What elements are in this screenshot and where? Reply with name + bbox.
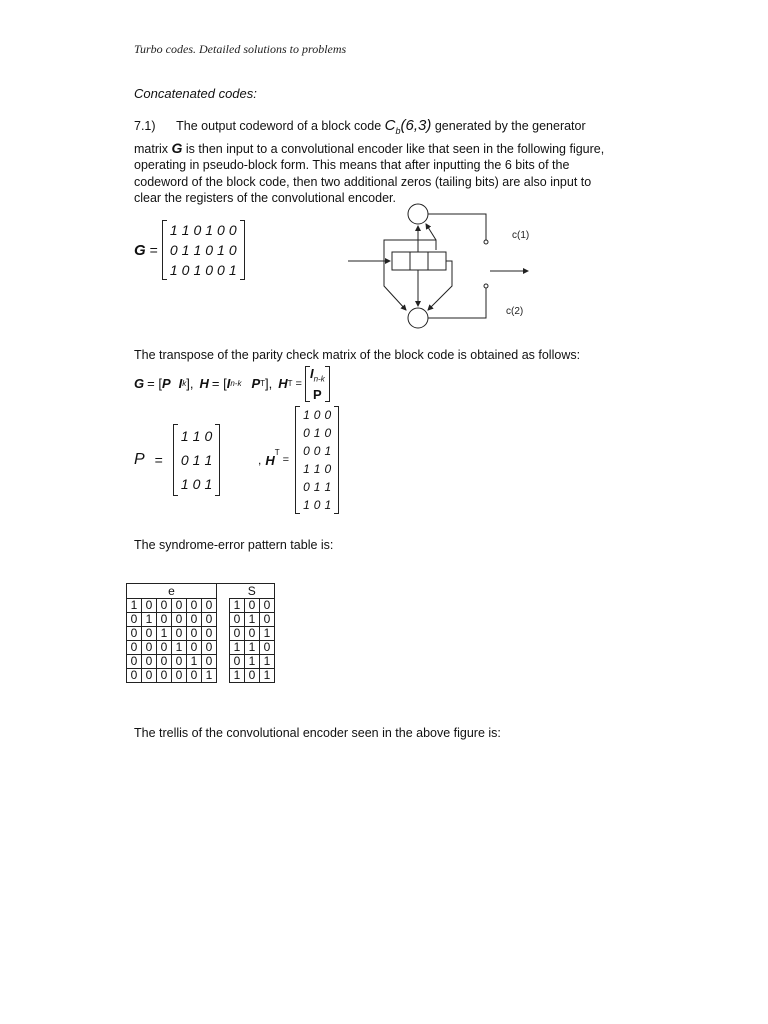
error-bit: 0 xyxy=(202,599,217,613)
matrix-cell: 1 xyxy=(193,262,202,278)
code-symbol: $C_b(6,3)$ xyxy=(384,117,432,136)
syndrome-bit: 0 xyxy=(230,613,245,627)
table-row xyxy=(127,599,275,613)
error-bit: 0 xyxy=(127,655,142,669)
matrix-cell: 1 xyxy=(180,476,189,492)
syndrome-bit: 1 xyxy=(245,655,260,669)
syndrome-bit: 0 xyxy=(260,641,275,655)
matrix-cell: 0 xyxy=(303,426,310,440)
error-bit: 0 xyxy=(172,627,187,641)
error-bit: 0 xyxy=(202,627,217,641)
syndrome-bit: 1 xyxy=(260,669,275,683)
error-bit: 0 xyxy=(202,613,217,627)
matrix-cell: 1 xyxy=(205,222,214,238)
matrix-cell: 0 xyxy=(193,222,202,238)
matrix-cell: 0 xyxy=(180,452,189,468)
running-header: Turbo codes. Detailed solutions to problems xyxy=(134,42,347,56)
section-title: Concatenated codes: xyxy=(134,86,257,101)
error-bit: 0 xyxy=(142,669,157,683)
error-bit: 0 xyxy=(187,613,202,627)
matrix-cell: 1 xyxy=(303,498,310,512)
matrix-cell: 0 xyxy=(303,444,310,458)
syndrome-bit: 0 xyxy=(230,655,245,669)
syndrome-bit: 0 xyxy=(230,627,245,641)
matrix-cell: 1 xyxy=(303,408,310,422)
ht-matrix-label: H xyxy=(265,452,275,468)
matrix-cell: 0 xyxy=(228,222,237,238)
matrix-cell: 1 xyxy=(181,242,190,258)
transpose-text: The transpose of the parity check matrix of the block code is obtained as follows: xyxy=(134,348,581,362)
matrix-row xyxy=(301,424,333,442)
error-bit: 1 xyxy=(157,627,172,641)
ht-matrix-equation: , H $^T$ = 1 0 0 0 1 0 0 0 1 1 1 0 0 1 1 1 0 1 xyxy=(258,406,339,514)
matrix-cell: 0 xyxy=(205,242,214,258)
syndrome-bit: 1 xyxy=(245,641,260,655)
syndrome-bit: 1 xyxy=(230,641,245,655)
syndrome-bit: 0 xyxy=(245,627,260,641)
matrix-cell: 1 xyxy=(313,462,321,476)
matrix-cell: 0 xyxy=(313,498,321,512)
para-text-1: The output codeword of a block code xyxy=(176,119,382,133)
output-label-1: c(1) xyxy=(512,230,530,241)
matrix-cell: 1 xyxy=(303,462,310,476)
matrix-cell: 0 xyxy=(181,262,190,278)
matrix-cell: 1 xyxy=(169,222,178,238)
encoder-figure xyxy=(340,196,540,332)
table-row xyxy=(127,641,275,655)
matrix-row xyxy=(301,478,333,496)
matrix-row xyxy=(168,220,239,240)
matrix-cell: 0 xyxy=(303,480,310,494)
table-row xyxy=(127,655,275,669)
matrix-cell: 1 xyxy=(217,242,225,258)
para-line-4: codeword of the block code, then two additional zeros (tailing bits) are also input to xyxy=(134,174,592,189)
matrix-cell: 0 xyxy=(324,462,332,476)
syndrome-table xyxy=(126,583,275,683)
table-row xyxy=(127,613,275,627)
header-e: e xyxy=(127,584,217,599)
error-bit: 0 xyxy=(187,669,202,683)
matrix-row xyxy=(168,260,239,280)
matrix-row xyxy=(179,472,214,496)
problem-paragraph xyxy=(134,118,634,207)
matrix-cell: 1 xyxy=(313,426,321,440)
error-bit: 0 xyxy=(172,599,187,613)
matrix-cell: 0 xyxy=(204,428,213,444)
para-text-3: matrix xyxy=(134,141,169,156)
matrix-cell: 1 xyxy=(193,242,202,258)
matrix-cell: 0 xyxy=(217,262,225,278)
g-symbol: G xyxy=(171,139,183,156)
error-bit: 0 xyxy=(172,669,187,683)
error-bit: 0 xyxy=(142,655,157,669)
syndrome-bit: 0 xyxy=(260,613,275,627)
matrix-cell: 0 xyxy=(217,222,225,238)
output-label-2: c(2) xyxy=(506,306,524,317)
error-bit: 1 xyxy=(202,669,217,683)
matrix-cell: 0 xyxy=(228,242,237,258)
register-2 xyxy=(410,252,428,270)
p-matrix-equation: P = 1 1 0 0 1 1 1 0 1 xyxy=(134,424,220,496)
error-bit: 0 xyxy=(202,655,217,669)
syndrome-bit: 0 xyxy=(245,669,260,683)
matrix-row xyxy=(301,496,333,514)
error-bit: 1 xyxy=(142,613,157,627)
matrix-cell: 1 xyxy=(324,480,332,494)
matrix-cell: 0 xyxy=(205,262,214,278)
register-1 xyxy=(392,252,410,270)
matrix-row xyxy=(179,448,214,472)
error-bit: 1 xyxy=(172,641,187,655)
para-line-5: clear the registers of the convolutional encoder. xyxy=(134,191,396,205)
ht-block-column: $I_{n-k}$ P xyxy=(305,366,330,402)
matrix-cell: 1 xyxy=(313,480,321,494)
table-row xyxy=(127,669,275,683)
error-bit: 0 xyxy=(187,641,202,655)
error-bit: 0 xyxy=(142,627,157,641)
header-s: S xyxy=(230,584,275,599)
error-bit: 0 xyxy=(202,641,217,655)
g-matrix-equation: G = 1 1 0 1 0 0 0 1 1 0 1 0 1 0 1 0 0 1 xyxy=(134,220,245,280)
matrix-cell: 0 xyxy=(313,408,321,422)
error-bit: 1 xyxy=(187,655,202,669)
syndrome-bit: 1 xyxy=(230,669,245,683)
error-bit: 0 xyxy=(157,641,172,655)
error-bit: 0 xyxy=(187,599,202,613)
syndrome-bit: 1 xyxy=(260,627,275,641)
error-bit: 0 xyxy=(127,627,142,641)
matrix-cell: 1 xyxy=(324,444,332,458)
p-matrix xyxy=(173,424,220,496)
matrix-cell: 0 xyxy=(324,408,332,422)
syndrome-bit: 0 xyxy=(245,599,260,613)
register-3 xyxy=(428,252,446,270)
matrix-cell: 1 xyxy=(192,452,201,468)
g-matrix-label: G xyxy=(134,241,146,259)
error-bit: 0 xyxy=(157,655,172,669)
para-text-2: generated by the generator xyxy=(434,119,586,133)
p-matrix-label: P xyxy=(134,451,145,468)
matrix-cell: 0 xyxy=(192,476,201,492)
error-bit: 0 xyxy=(127,641,142,655)
syndrome-text: The syndrome-error pattern table is: xyxy=(134,538,334,552)
syndrome-bit: 1 xyxy=(230,599,245,613)
error-bit: 0 xyxy=(172,655,187,669)
para-text-4: is then input to a convolutional encoder like that seen in the following figure, xyxy=(185,141,605,156)
matrix-cell: 1 xyxy=(204,476,213,492)
matrix-cell: 1 xyxy=(204,452,213,468)
error-bit: 0 xyxy=(172,613,187,627)
matrix-cell: 1 xyxy=(181,222,190,238)
error-bit: 0 xyxy=(142,599,157,613)
trellis-text: The trellis of the convolutional encoder seen in the above figure is: xyxy=(134,726,501,740)
error-bit: 0 xyxy=(127,613,142,627)
problem-number: 7.1) xyxy=(134,119,156,133)
error-bit: 0 xyxy=(187,627,202,641)
matrix-cell: 1 xyxy=(324,498,332,512)
error-bit: 0 xyxy=(157,613,172,627)
matrix-row xyxy=(168,240,239,260)
matrix-cell: 1 xyxy=(228,262,237,278)
error-bit: 0 xyxy=(157,599,172,613)
matrix-row xyxy=(301,442,333,460)
matrix-cell: 0 xyxy=(313,444,321,458)
bottom-adder xyxy=(408,308,428,328)
syndrome-bit: 0 xyxy=(260,599,275,613)
syndrome-bit: 1 xyxy=(260,655,275,669)
error-bit: 0 xyxy=(127,669,142,683)
top-adder xyxy=(408,204,428,224)
matrix-row xyxy=(301,460,333,478)
error-bit: 1 xyxy=(127,599,142,613)
matrix-relations: G = [ P I k ], H = [ I n-k P T ], H T = $I_{n-k}$ P xyxy=(134,366,330,402)
matrix-cell: 1 xyxy=(180,428,189,444)
error-bit: 0 xyxy=(142,641,157,655)
matrix-cell: 0 xyxy=(169,242,178,258)
g-matrix xyxy=(162,220,245,280)
matrix-cell: 1 xyxy=(192,428,201,444)
syndrome-bit: 1 xyxy=(245,613,260,627)
ht-matrix xyxy=(295,406,339,514)
matrix-cell: 1 xyxy=(169,262,178,278)
error-bit: 0 xyxy=(157,669,172,683)
matrix-row xyxy=(179,424,214,448)
para-line-3: operating in pseudo-block form. This means that after inputting the 6 bits of the xyxy=(134,158,570,172)
matrix-cell: 0 xyxy=(324,426,332,440)
table-row xyxy=(127,627,275,641)
matrix-row xyxy=(301,406,333,424)
